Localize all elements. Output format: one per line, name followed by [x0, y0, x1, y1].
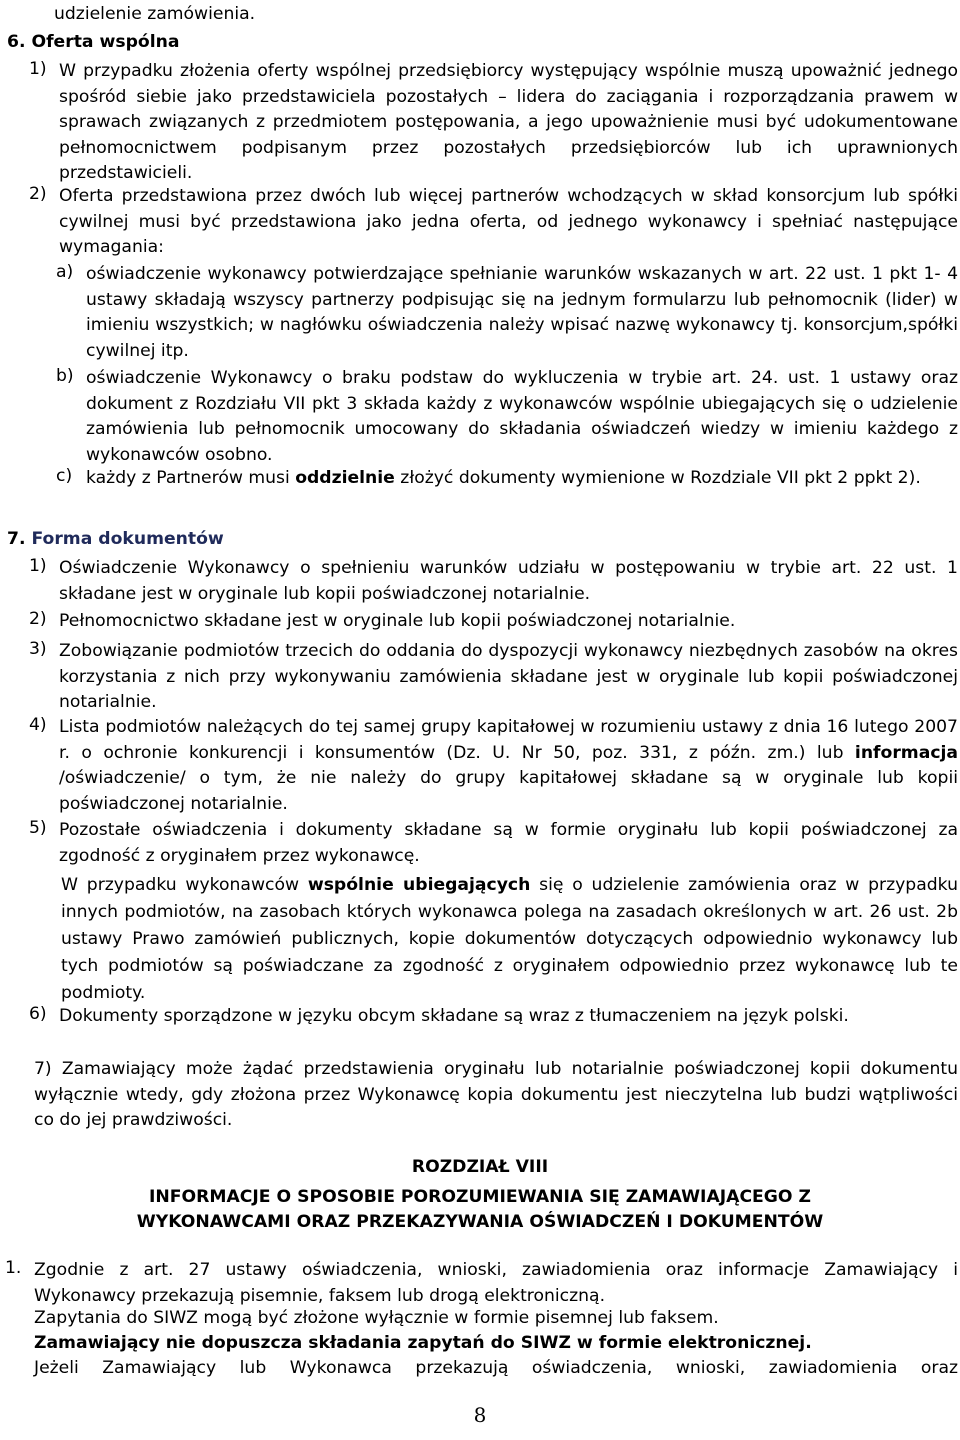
item-number: a)	[56, 262, 74, 282]
section-7-item-6	[29, 1004, 958, 1030]
section-7-item-5	[29, 818, 958, 869]
item-number: b)	[56, 366, 74, 386]
section-7-item-4	[29, 715, 958, 817]
section-6-item-2c	[56, 466, 958, 492]
emphasis-bold: informacja	[854, 742, 958, 763]
joint-bidders-note: W przypadku wykonawców wspólnie ubiegających się o udzielenie zamówienia oraz w przypadku innych podmiotów, na zasobach których wykonawca polega na zasadach określonych w art. 26 ust. 2b ustawy Prawo zamówień publicznych, kopie dokumentów dotyczących odpowiednio wykonawcy lub tych podmiotów są poświadczane za zgodność z oryginałem odpowiednio przez wykonawcę lub te podmioty.	[61, 875, 958, 1003]
item-number: 5)	[29, 818, 47, 838]
chapter-paragraph-2: Zapytania do SIWZ mogą być złożone wyłącznie w formie pisemnej lub faksem.	[34, 1308, 719, 1328]
emphasis-bold: wspólnie ubiegających	[307, 875, 531, 895]
item-number: 3)	[29, 639, 47, 659]
page-number: 8	[473, 1403, 487, 1427]
section-6-item-2b	[56, 366, 958, 468]
item-number: c)	[56, 466, 73, 486]
item-number: 1)	[29, 59, 47, 79]
chapter-item-1	[5, 1258, 958, 1309]
continued-line: udzielenie zamówienia.	[54, 4, 256, 24]
chapter-title: ROZDZIAŁ VIII	[411, 1157, 549, 1177]
item-text: Zgodnie z art. 27 ustawy oświadczenia, wnioski, zawiadomienia oraz informacje Zamawiający i Wykonawcy przekazują pisemnie, faksem lub drogą elektroniczną.	[34, 1260, 958, 1306]
item-text: Dokumenty sporządzone w języku obcym składane są wraz z tłumaczeniem na język polski.	[59, 1006, 849, 1026]
item-text: Lista podmiotów należących do tej samej grupy kapitałowej w rozumieniu ustawy z dnia 16 lutego 2007 r. o ochronie konkurencji i konsumentów (Dz. U. Nr 50, poz. 331, z późn. zm.) lub informacja /oświadczenie/ o tym, że nie należy do grupy kapitałowej składane są w oryginale lub kopii poświadczonej notarialnie.	[59, 717, 958, 814]
item-text: Pozostałe oświadczenia i dokumenty składane są w formie oryginału lub kopii poświadczonej za zgodność z oryginałem przez wykonawcę.	[59, 820, 958, 866]
item-number: 2)	[29, 609, 47, 629]
item-text: Oferta przedstawiona przez dwóch lub więcej partnerów wchodzących w skład konsorcjum lub spółki cywilnej musi być przedstawiona jako jedna oferta, od jednego wykonawcy i spełniać następujące wymagania:	[59, 186, 958, 258]
item-text: W przypadku złożenia oferty wspólnej przedsiębiorcy występujący wspólnie muszą upoważnić jednego spośród siebie jako przedstawiciela pozostałych – lidera do zaciągania i rozporządzania prawem w sprawach związanych z przedmiotem postępowania, a jego upoważnienie musi być udokumentowane pełnomocnictwem podpisanym przez pozostałych przedsiębiorców lub ich uprawnionych przedstawicieli.	[59, 61, 958, 184]
section-7-item-3	[29, 639, 958, 716]
item-text: Oświadczenie Wykonawcy o spełnieniu warunków udziału w postępowaniu w trybie art. 22 ust. 1 składane jest w oryginale lub kopii poświadczonej notarialnie.	[59, 558, 958, 604]
item-number: 6)	[29, 1004, 47, 1024]
chapter-paragraph-4: Jeżeli Zamawiający lub Wykonawca przekazują oświadczenia, wnioski, zawiadomienia oraz	[34, 1358, 958, 1378]
item-text: Zobowiązanie podmiotów trzecich do oddania do dyspozycji wykonawcy niezbędnych zasobów na okres korzystania z nich przy wykonywaniu zamówienia składane jest w oryginale lub kopii poświadczonej notarialnie.	[59, 641, 958, 713]
item-text: Pełnomocnictwo składane jest w oryginale lub kopii poświadczonej notarialnie.	[59, 611, 736, 631]
section-7-item-1	[29, 556, 958, 607]
item-number: 4)	[29, 715, 47, 735]
section-6-item-2	[29, 184, 958, 261]
item-number: 1.	[5, 1258, 22, 1278]
emphasis-bold: oddzielnie	[295, 468, 395, 488]
chapter-paragraph-3: Zamawiający nie dopuszcza składania zapytań do SIWZ w formie elektronicznej.	[34, 1333, 812, 1353]
item-number: 2)	[29, 184, 47, 204]
item-text: oświadczenie wykonawcy potwierdzające spełnianie warunków wskazanych w art. 22 ust. 1 pkt 1- 4 ustawy składają wszyscy partnerzy podpisując się na jednym formularzu lub pełnomocnik (lider) w imieniu wszystkich; w nagłówku oświadczenia należy wpisać nazwę wykonawcy tj. konsorcjum,spółki cywilnej itp.	[86, 264, 958, 361]
section-7-item-2	[29, 609, 958, 635]
item-text: oświadczenie Wykonawcy o braku podstaw do wykluczenia w trybie art. 24. ust. 1 ustawy oraz dokument z Rozdziału VII pkt 3 składa każdy z wykonawców wspólnie ubiegających się o udzielenie zamówienia lub pełnomocnik umocowany do składania oświadczeń wiedzy w imieniu każdego z wykonawców osobno.	[86, 368, 958, 465]
section-7-heading: 7. Forma dokumentów	[7, 529, 224, 549]
section-7-item-7: 7) Zamawiający może żądać przedstawienia oryginału lub notarialnie poświadczonej kopii dokumentu wyłącznie wtedy, gdy złożona przez Wykonawcę kopia dokumentu jest nieczytelna lub budzi wątpliwości co do jej prawdziwości.	[34, 1059, 958, 1131]
item-text: każdy z Partnerów musi oddzielnie złożyć dokumenty wymienione w Rozdziale VII pkt 2 ppkt 2).	[86, 468, 921, 488]
section-6-item-2a	[56, 262, 958, 364]
chapter-subtitle-line-1: INFORMACJE O SPOSOBIE POROZUMIEWANIA SIĘ ZAMAWIAJĄCEGO Z	[149, 1187, 811, 1207]
item-number: 1)	[29, 556, 47, 576]
section-6-heading: 6. Oferta wspólna	[7, 32, 180, 52]
chapter-subtitle-line-2: WYKONAWCAMI ORAZ PRZEKAZYWANIA OŚWIADCZEŃ I DOKUMENTÓW	[136, 1212, 824, 1232]
section-6-item-1	[29, 59, 958, 187]
